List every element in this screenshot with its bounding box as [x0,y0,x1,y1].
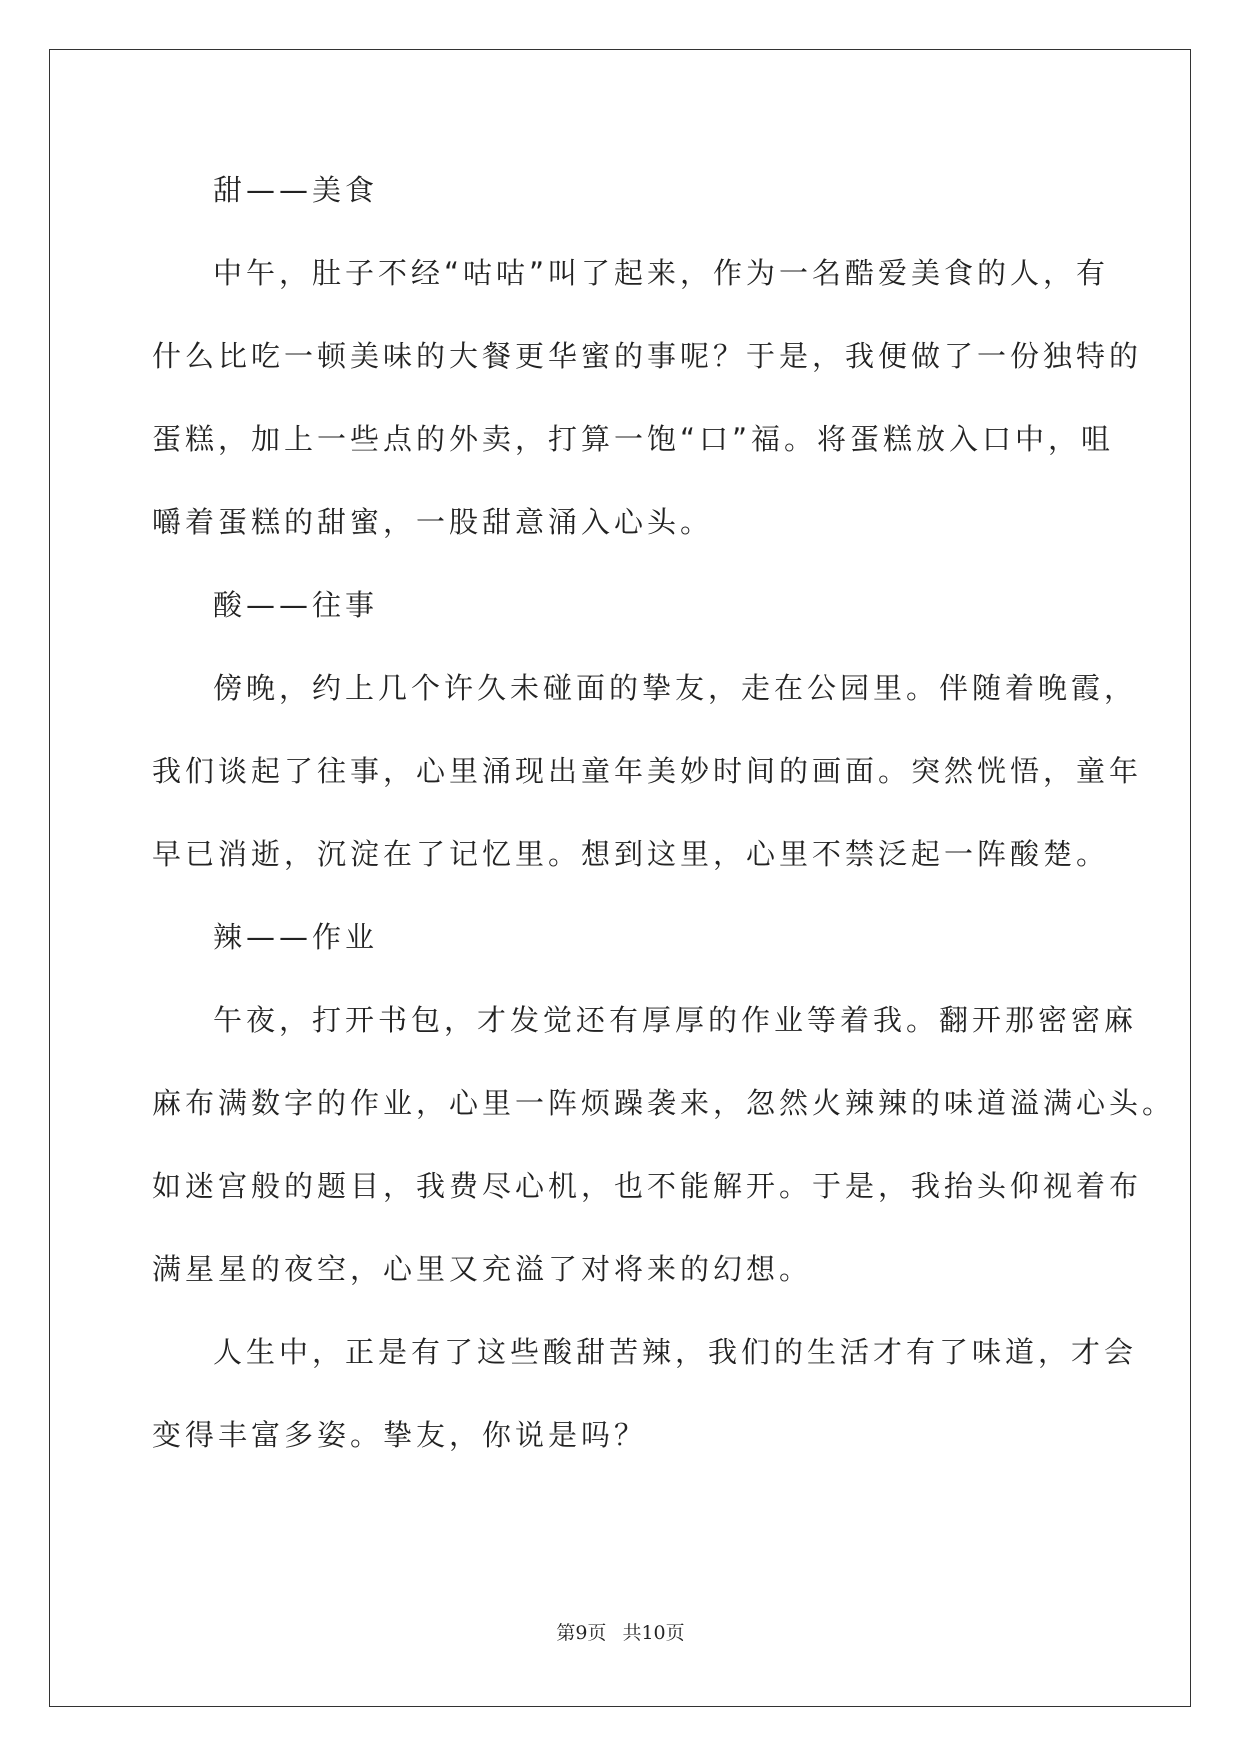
conclusion-line: 人生中，正是有了这些酸甜苦辣，我们的生活才有了味道，才会 [213,1335,1138,1369]
page-number: 第9页 [556,1622,607,1644]
section-heading: 酸——往事 [213,588,379,622]
paragraph-line: 如迷宫般的题目，我费尽心机，也不能解开。于是，我抬头仰视着布 [152,1169,1143,1203]
section-heading: 甜——美食 [213,173,379,207]
conclusion-line: 变得丰富多姿。挚友，你说是吗？ [152,1418,648,1452]
page-total: 共10页 [622,1622,685,1644]
paragraph-line: 早已消逝，沉淀在了记忆里。想到这里，心里不禁泛起一阵酸楚。 [152,837,1110,871]
document-body [152,160,1176,1488]
paragraph-line: 麻布满数字的作业，心里一阵烦躁袭来，忽然火辣辣的味道溢满心头。 [152,1086,1176,1120]
page-footer [0,1618,1241,1645]
paragraph-line: 午夜，打开书包，才发觉还有厚厚的作业等着我。翻开那密密麻 [213,1003,1138,1037]
section-heading: 辣——作业 [213,920,379,954]
paragraph-line: 嚼着蛋糕的甜蜜，一股甜意涌入心头。 [152,505,714,539]
paragraph-line: 满星星的夜空，心里又充溢了对将来的幻想。 [152,1252,813,1286]
paragraph-line: 蛋糕，加上一些点的外卖，打算一饱“口”福。将蛋糕放入口中，咀 [152,422,1115,456]
paragraph-line: 中午，肚子不经“咕咕”叫了起来，作为一名酷爱美食的人，有 [213,256,1110,290]
paragraph-line: 傍晚，约上几个许久未碰面的挚友，走在公园里。伴随着晚霞， [213,671,1138,705]
paragraph-line: 什么比吃一顿美味的大餐更华蜜的事呢？于是，我便做了一份独特的 [152,339,1143,373]
paragraph-line: 我们谈起了往事，心里涌现出童年美妙时间的画面。突然恍悟，童年 [152,754,1143,788]
